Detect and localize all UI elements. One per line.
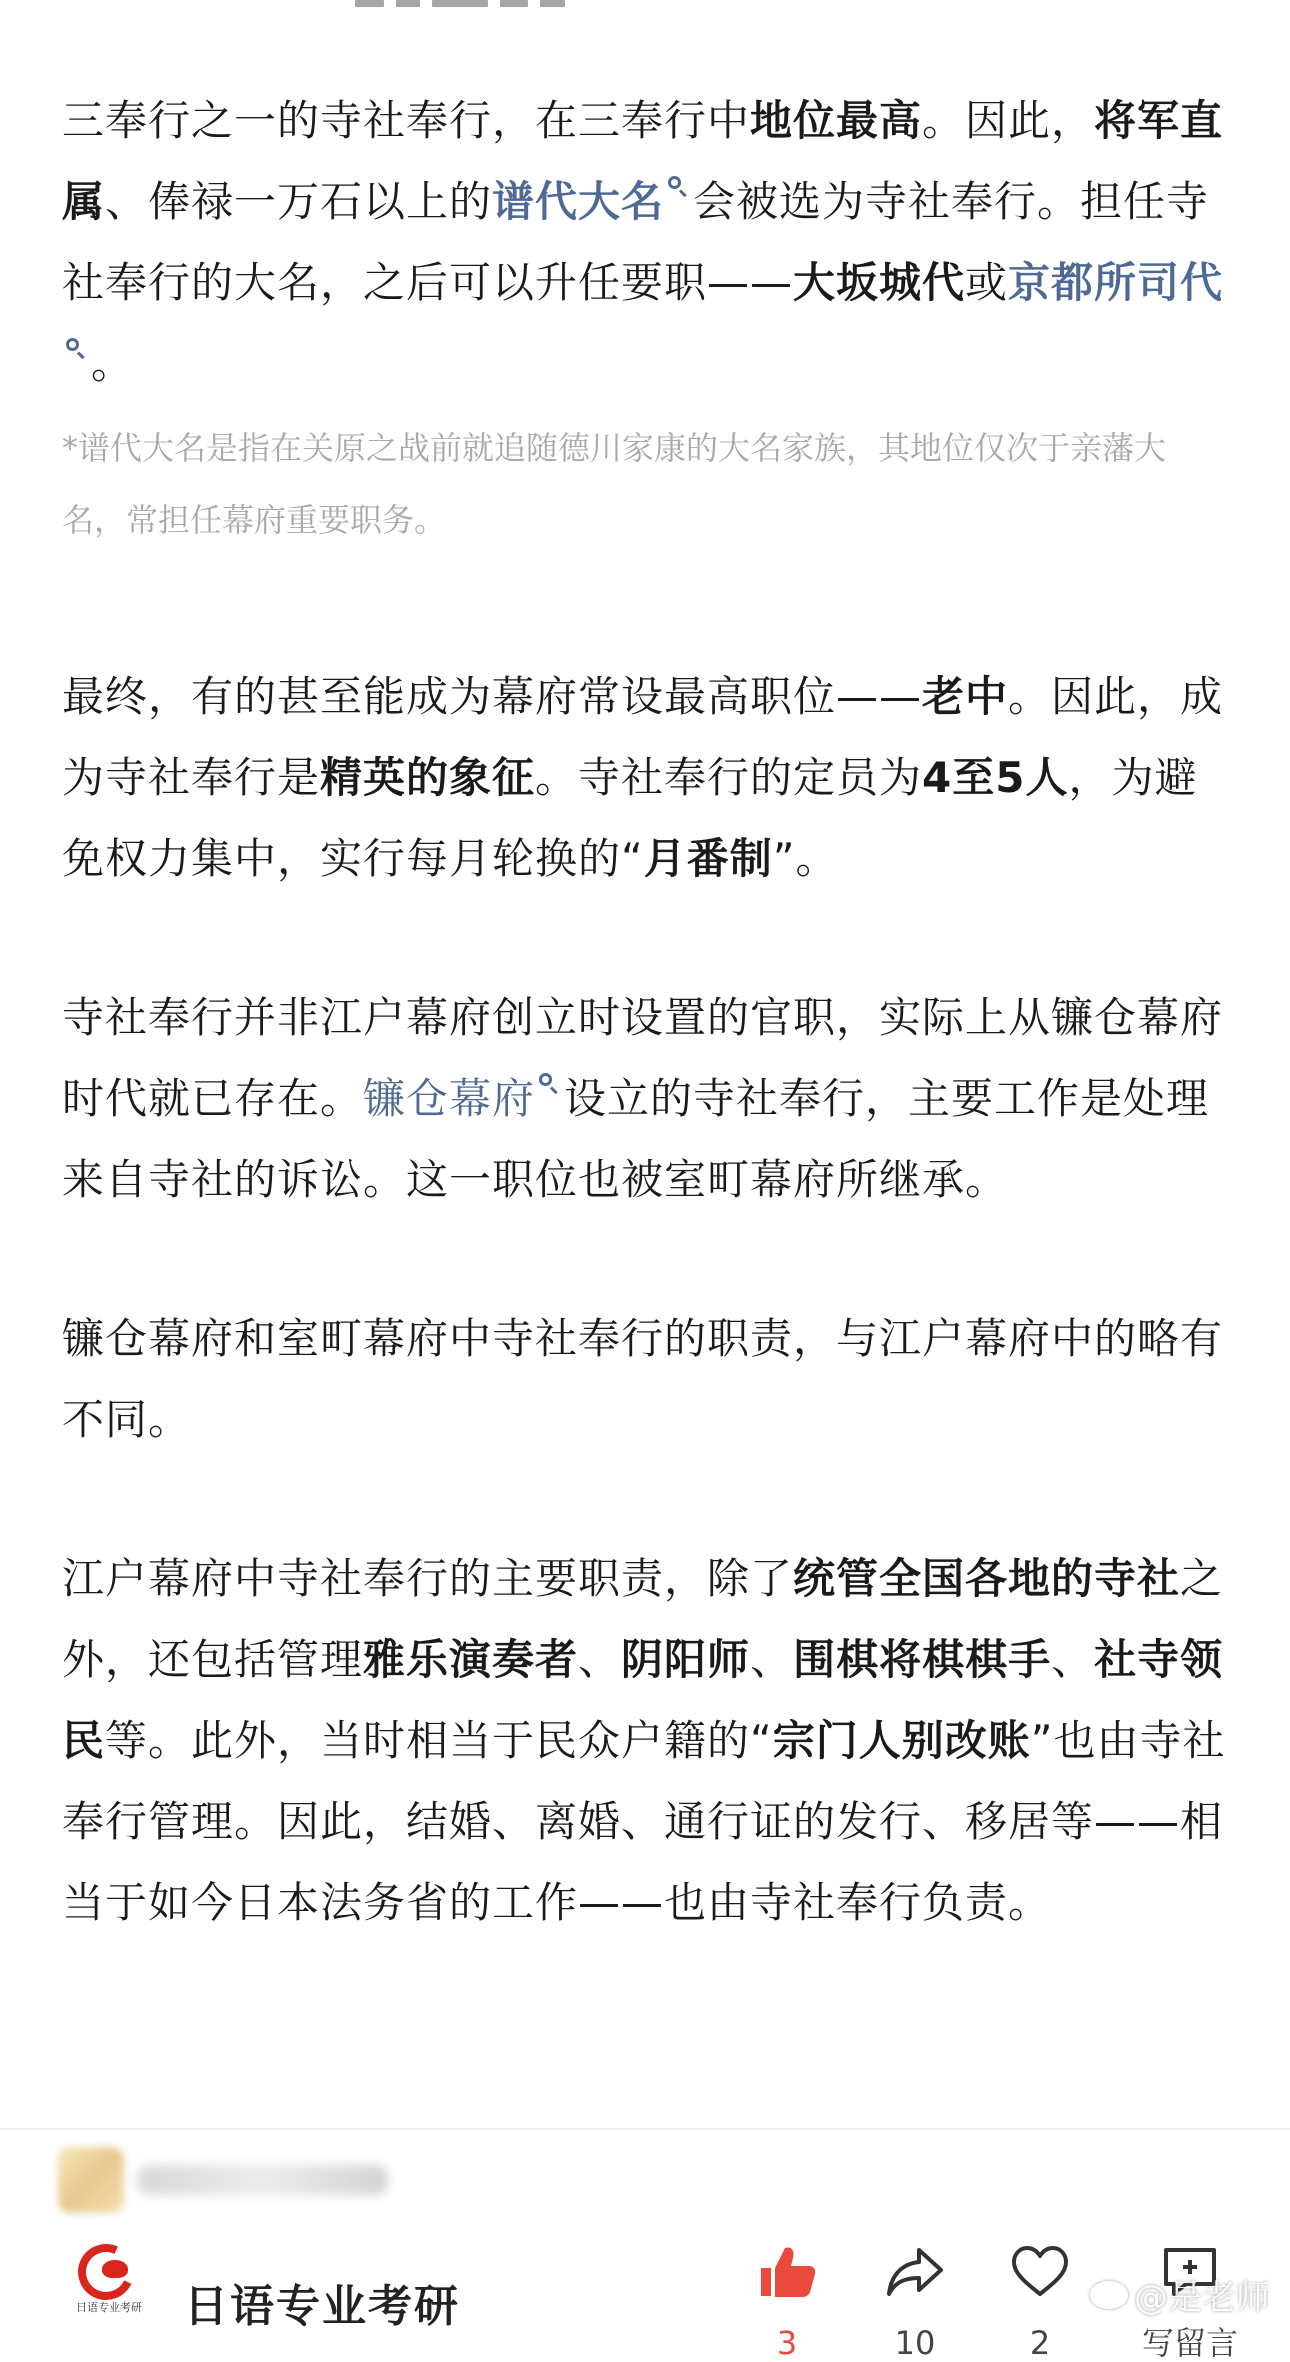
bold-text: 老中 xyxy=(922,672,1009,721)
paragraph-5: 江户幕府中寺社奉行的主要职责，除了统管全国各地的寺社之外，还包括管理雅乐演奏者、阴阳师、围棋将棋棋手、社寺领民等。此外，当时相当于民众户籍的“宗门人别改账”也由寺社奉行管理。因此，结婚、离婚、通行证的发行、移居等——相当于如今日本法务省的工作——也由寺社奉行负责。 xyxy=(62,1554,1226,1927)
bold-text: 月番制 xyxy=(643,834,773,883)
like-count: 3 xyxy=(776,2324,798,2362)
favorite-button[interactable] xyxy=(995,2240,1085,2362)
search-icon[interactable] xyxy=(667,175,689,197)
liked-by-row[interactable] xyxy=(58,2148,388,2212)
divider xyxy=(0,2128,1290,2130)
watermark: @是老师 xyxy=(1090,2270,1270,2319)
bold-text: 大坂城代 xyxy=(793,258,966,307)
share-arrow-icon xyxy=(883,2240,947,2304)
blurred-username xyxy=(138,2165,388,2195)
article-body xyxy=(62,80,1228,1943)
paragraph-2: 最终，有的甚至能成为幕府常设最高职位——老中。因此，成为寺社奉行是精英的象征。寺社奉行的定员为4至5人，为避免权力集中，实行每月轮换的“月番制”。 xyxy=(62,672,1224,883)
paragraph-1: 三奉行之一的寺社奉行，在三奉行中地位最高。因此，将军直属、俸禄一万石以上的谱代大名 会被选为寺社奉行。担任寺社奉行的大名，之后可以升任要职——大坂城代或京都所司代。 xyxy=(62,96,1224,388)
brand-logo[interactable]: 日语专业考研 xyxy=(74,2244,140,2310)
bold-text: 社寺领民 xyxy=(62,1635,1224,1765)
keyword-link-kyoto-shoshidai[interactable]: 京都所司代 xyxy=(1008,258,1224,307)
bold-text: 围棋将棋棋手 xyxy=(793,1635,1052,1684)
comment-label: 写留言 xyxy=(1141,2324,1238,2362)
bold-text: 将军直属 xyxy=(62,96,1224,226)
favorite-count: 2 xyxy=(1029,2324,1051,2362)
bold-text: 统管全国各地的寺社 xyxy=(793,1554,1181,1603)
like-button[interactable] xyxy=(742,2240,832,2362)
avatar xyxy=(58,2147,124,2213)
footnote: *谱代大名是指在关原之战前就追随德川家康的大名家族，其地位仅次于亲藩大名，常担任幕府重要职务。 xyxy=(62,429,1167,539)
account-name[interactable]: 日语专业考研 xyxy=(184,2281,460,2332)
keyword-link-kamakura-bakufu[interactable]: 镰仓幕府 xyxy=(363,1074,536,1123)
bold-text: 地位最高 xyxy=(750,96,923,145)
bold-text: 4至5人 xyxy=(922,753,1069,802)
paragraph-3: 寺社奉行并非江户幕府创立时设置的官职，实际上从镰仓幕府时代就已存在。镰仓幕府 设立的寺社奉行，主要工作是处理来自寺社的诉讼。这一职位也被室町幕府所继承。 xyxy=(62,993,1224,1204)
bold-text: 雅乐演奏者 xyxy=(363,1635,579,1684)
thumbs-up-icon xyxy=(755,2240,819,2304)
share-button[interactable] xyxy=(870,2240,960,2362)
top-scroll-fragment xyxy=(355,0,565,7)
heart-icon xyxy=(1008,2240,1072,2304)
keyword-link-fudai-daimyo[interactable]: 谱代大名 xyxy=(492,177,665,226)
search-icon[interactable] xyxy=(538,1072,560,1094)
bold-text: 精英的象征 xyxy=(320,753,536,802)
bold-text: 阴阳师 xyxy=(621,1635,751,1684)
paragraph-4: 镰仓幕府和室町幕府中寺社奉行的职责，与江户幕府中的略有不同。 xyxy=(62,1314,1224,1444)
weibo-icon xyxy=(1090,2281,1128,2309)
bold-text: 宗门人别改账 xyxy=(772,1716,1031,1765)
share-count: 10 xyxy=(894,2324,936,2362)
search-icon[interactable] xyxy=(65,337,87,359)
